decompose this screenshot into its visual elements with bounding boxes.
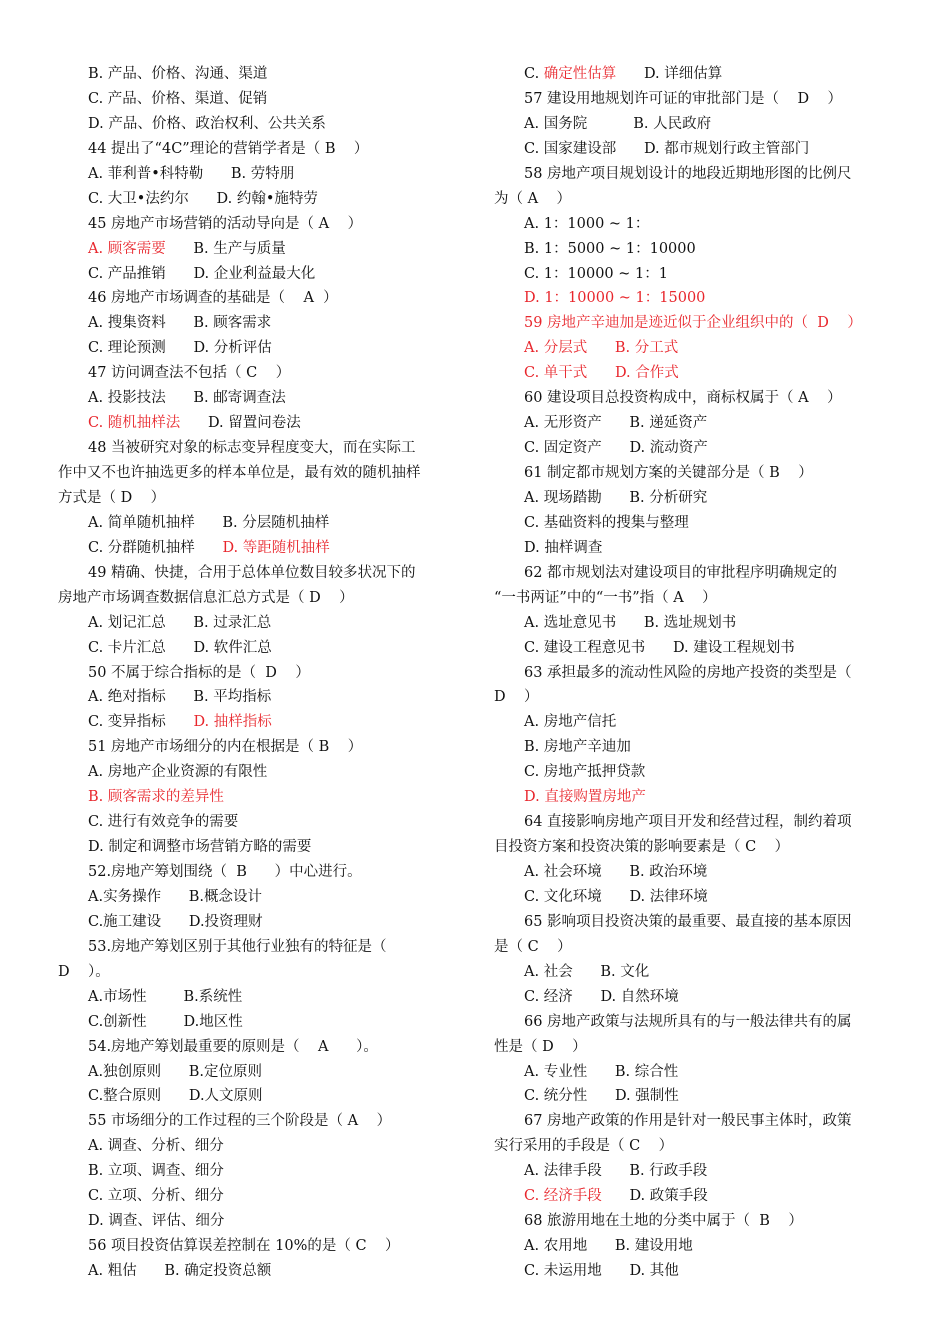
line-text: A. 投影技法 B. 邮寄调查法 (88, 390, 286, 407)
line-text: C. 未运用地 D. 其他 (524, 1263, 679, 1279)
text-line (494, 685, 884, 710)
line-text: D. 产品、价格、政治权利、公共关系 (88, 115, 326, 132)
line-text: D. 1：10000 ~ 1：15000 (524, 290, 706, 307)
line-text: A. 现场踏勘 B. 分析研究 (524, 489, 708, 506)
text-line (58, 212, 458, 237)
text-line (58, 710, 458, 735)
line-text: C. 理论预测 D. 分析评估 (88, 340, 272, 357)
line-text: A. 专业性 B. 综合性 (524, 1063, 679, 1080)
line-text: 44 提出了“4C”理论的营销学者是（ B ） (88, 140, 369, 157)
text-line (494, 436, 884, 461)
text-line (58, 361, 458, 386)
text-line (58, 1109, 458, 1134)
line-text: A. 搜集资料 B. 顾客需求 (88, 315, 272, 332)
text-line (494, 62, 884, 87)
line-text: 46 房地产市场调查的基础是（ A ） (88, 290, 338, 307)
text-line (494, 760, 884, 785)
line-text: B. 1：5000 ~ 1：10000 (524, 240, 696, 257)
line-text: C.创新性 D.地区性 (88, 1013, 243, 1030)
line-text: A.市场性 B.系统性 (88, 988, 243, 1005)
line-text: C. 卡片汇总 D. 软件汇总 (88, 639, 272, 656)
line-text: D. 直接购置房地产 (524, 789, 646, 806)
line-text: A. 划记汇总 B. 过录汇总 (88, 614, 272, 631)
line-text: B. 房地产辛迪加 (524, 739, 631, 756)
line-text: 性是（ D ） (494, 1038, 587, 1055)
text-line (494, 860, 884, 885)
text-line (494, 810, 884, 835)
line-text: 是（ C ） (494, 938, 572, 955)
text-line (494, 411, 884, 436)
line-text: 58 房地产项目规划设计的地段近期地形图的比例尺 (524, 165, 852, 182)
line-text: C.施工建设 D.投资理财 (88, 913, 263, 930)
text-line (58, 411, 458, 436)
line-text: C. 文化环境 D. 法律环境 (524, 888, 708, 905)
text-line (58, 735, 458, 760)
line-text: 49 精确、快捷，合用于总体单位数目较多状况下的 (88, 564, 416, 581)
line-text: C.整合原则 D.人文原则 (88, 1088, 263, 1105)
line-text: C. 进行有效竞争的需要 (88, 814, 239, 831)
line-text: 为（ A ） (494, 190, 572, 207)
line-text: A.独创原则 B.定位原则 (88, 1063, 262, 1080)
line-text: C. 经济 D. 自然环境 (524, 988, 679, 1005)
text-line (58, 1084, 458, 1109)
text-line (494, 1060, 884, 1085)
text-line (494, 561, 884, 586)
line-text: C. 立项、分析、细分 (88, 1188, 224, 1205)
line-text: C. 随机抽样法 (88, 415, 181, 432)
line-text: 63 承担最多的流动性风险的房地产投资的类型是（ (524, 664, 852, 681)
text-line (494, 1184, 884, 1209)
text-line (58, 636, 458, 661)
line-text: 66 房地产政策与法规所具有的与一般法律共有的属 (524, 1013, 852, 1030)
line-text: B. 产品、价格、沟通、渠道 (88, 66, 268, 82)
line-text: A. 社会环境 B. 政治环境 (524, 864, 708, 880)
line-text: 60 建设项目总投资构成中，商标权属于（ A ） (524, 390, 842, 407)
text-line (58, 386, 458, 411)
line-text: A. 绝对指标 B. 平均指标 (88, 689, 272, 706)
text-line (494, 1259, 884, 1284)
line-text: C. 大卫•法约尔 D. 约翰•施特劳 (88, 190, 318, 207)
line-text: C. 建设工程意见书 D. 建设工程规划书 (524, 639, 795, 656)
text-line (494, 985, 884, 1010)
line-text: A. 社会 B. 文化 (524, 963, 650, 980)
line-text: C. 经济手段 (524, 1188, 602, 1205)
line-text: A. 法律手段 B. 行政手段 (524, 1163, 708, 1180)
line-text: C. 房地产抵押贷款 (524, 764, 646, 781)
line-text: B. 顾客需求的差异性 (88, 789, 224, 806)
text-line (58, 960, 458, 985)
text-line (58, 511, 458, 536)
line-text: 55 市场细分的工作过程的三个阶段是（ A ） (88, 1113, 392, 1130)
text-line (494, 262, 884, 287)
line-text: 51 房地产市场细分的内在根据是（ B ） (88, 739, 363, 756)
line-text: A. 国务院 B. 人民政府 (524, 115, 712, 132)
line-text: D ）。 (58, 963, 110, 980)
line-text-suffix: D. 详细估算 (616, 66, 723, 82)
line-text: 56 项目投资估算误差控制在 10%的是（ C ） (88, 1238, 400, 1255)
line-text: C. 基础资料的搜集与整理 (524, 514, 689, 531)
text-line (58, 1035, 458, 1060)
line-text: A. 农用地 B. 建设用地 (524, 1238, 693, 1255)
text-line (58, 112, 458, 137)
text-line (58, 661, 458, 686)
text-line (494, 286, 884, 311)
text-line (494, 785, 884, 810)
text-line (58, 1259, 458, 1284)
line-text: 目投资方案和投资决策的影响要素是（ C ） (494, 839, 790, 856)
text-line (494, 187, 884, 212)
line-text: A. 粗估 B. 确定投资总额 (88, 1263, 272, 1279)
text-line (58, 486, 458, 511)
line-answer-highlight: D. 等距随机抽样 (222, 539, 330, 556)
line-text: D. 调查、评估、细分 (88, 1213, 225, 1230)
text-line (58, 1159, 458, 1184)
line-text: 实行采用的手段是（ C ） (494, 1138, 674, 1155)
text-line (58, 311, 458, 336)
text-line (58, 436, 458, 461)
line-text: C. 变异指标 (88, 714, 194, 731)
line-text: 45 房地产市场营销的活动导向是（ A ） (88, 215, 363, 232)
line-text: A. 菲利普•科特勒 B. 劳特朋 (88, 165, 295, 182)
text-line (494, 735, 884, 760)
text-line (494, 486, 884, 511)
line-text: A. 房地产信托 (524, 714, 617, 731)
line-text: A. 1：1000 ~ 1： (524, 215, 650, 232)
text-line (494, 511, 884, 536)
text-line (58, 461, 458, 486)
line-text: 54.房地产筹划最重要的原则是（ A ）。 (88, 1038, 378, 1055)
text-line (494, 960, 884, 985)
line-text: B. 立项、调查、细分 (88, 1163, 224, 1180)
line-text: A. 简单随机抽样 B. 分层随机抽样 (88, 514, 330, 531)
line-text: 67 房地产政策的作用是针对一般民事主体时，政策 (524, 1113, 852, 1130)
line-text: 47 访问调查法不包括（ C ） (88, 365, 291, 382)
line-text: D. 制定和调整市场营销方略的需要 (88, 839, 312, 856)
line-text: D ） (494, 689, 539, 706)
line-text: “一书两证”中的“一书”指（ A ） (494, 589, 717, 606)
text-line (58, 586, 458, 611)
line-text-suffix: D. 留置问卷法 (180, 415, 301, 432)
line-text: C. (524, 66, 544, 82)
text-line (58, 935, 458, 960)
text-line (494, 935, 884, 960)
line-text: A. 无形资产 B. 递延资产 (524, 415, 708, 432)
text-line (58, 87, 458, 112)
line-text-suffix: B. 生产与质量 (165, 240, 286, 257)
text-line (494, 361, 884, 386)
text-line (58, 985, 458, 1010)
text-line (494, 336, 884, 361)
text-line (494, 611, 884, 636)
line-text: A. 房地产企业资源的有限性 (88, 764, 268, 781)
line-text: 48 当被研究对象的标志变异程度变大，而在实际工 (88, 440, 416, 457)
line-text: 64 直接影响房地产项目开发和经营过程，制约着项 (524, 814, 852, 831)
text-line (494, 1109, 884, 1134)
text-line (494, 1209, 884, 1234)
text-line (58, 885, 458, 910)
text-line (494, 137, 884, 162)
text-line (494, 536, 884, 561)
text-line (58, 1209, 458, 1234)
text-line (494, 87, 884, 112)
text-line (494, 212, 884, 237)
text-line (58, 1184, 458, 1209)
line-text: 59 房地产辛迪加是迹近似于企业组织中的（ D ） (524, 315, 862, 332)
text-line (494, 910, 884, 935)
line-text: 61 制定都市规划方案的关键部分是（ B ） (524, 465, 813, 481)
text-line (58, 760, 458, 785)
line-text: A. 调查、分析、细分 (88, 1138, 224, 1155)
line-text: A. 分层式 B. 分工式 (524, 340, 679, 357)
text-line (58, 1234, 458, 1259)
line-text: 68 旅游用地在土地的分类中属于（ B ） (524, 1213, 803, 1230)
text-line (494, 112, 884, 137)
line-text-suffix: D. 政策手段 (601, 1188, 708, 1205)
line-answer-highlight: 确定性估算 (543, 66, 617, 82)
text-line (58, 237, 458, 262)
text-line (58, 187, 458, 212)
line-text: C. 单干式 D. 合作式 (524, 365, 679, 382)
text-line (494, 835, 884, 860)
text-line (494, 1035, 884, 1060)
line-text: A. 选址意见书 B. 选址规划书 (524, 614, 737, 631)
line-text: 65 影响项目投资决策的最重要、最直接的基本原因 (524, 913, 852, 930)
text-line (58, 536, 458, 561)
text-line (58, 860, 458, 885)
text-line (58, 286, 458, 311)
text-line (494, 1159, 884, 1184)
text-line (58, 336, 458, 361)
line-text: 房地产市场调查数据信息汇总方式是（ D ） (58, 589, 354, 606)
text-line (58, 785, 458, 810)
line-text: C. 产品推销 D. 企业利益最大化 (88, 265, 316, 282)
text-line (58, 162, 458, 187)
text-line (58, 835, 458, 860)
line-text: D. 抽样调查 (524, 539, 603, 556)
line-text: 52.房地产筹划围绕（ B ）中心进行。 (88, 864, 362, 880)
line-text: 作中又不也许抽选更多的样本单位是，最有效的随机抽样 (58, 465, 421, 481)
text-line (494, 386, 884, 411)
text-line (58, 561, 458, 586)
text-line (58, 1134, 458, 1159)
line-answer-highlight: D. 抽样指标 (193, 714, 272, 731)
text-line (494, 1234, 884, 1259)
text-line (58, 611, 458, 636)
text-line (58, 685, 458, 710)
text-line (58, 137, 458, 162)
line-text: C. 1：10000 ~ 1：1 (524, 265, 668, 282)
text-line (494, 661, 884, 686)
text-line (494, 636, 884, 661)
line-text: C. 产品、价格、渠道、促销 (88, 90, 268, 107)
line-text: C. 固定资产 D. 流动资产 (524, 440, 708, 457)
line-text: A. 顾客需要 (88, 240, 166, 257)
line-text: 50 不属于综合指标的是（ D ） (88, 664, 310, 681)
text-line (494, 162, 884, 187)
text-line (494, 237, 884, 262)
text-line (494, 1010, 884, 1035)
text-line (494, 1084, 884, 1109)
line-text: C. 分群随机抽样 (88, 539, 223, 556)
text-line (494, 461, 884, 486)
text-line (58, 810, 458, 835)
left-column (58, 62, 458, 1284)
text-line (494, 710, 884, 735)
text-line (58, 910, 458, 935)
line-text: C. 国家建设部 D. 都市规划行政主管部门 (524, 140, 810, 157)
text-line (494, 1134, 884, 1159)
line-text: C. 统分性 D. 强制性 (524, 1088, 679, 1105)
text-line (494, 311, 884, 336)
text-line (58, 1060, 458, 1085)
line-text: 62 都市规划法对建设项目的审批程序明确规定的 (524, 564, 838, 581)
text-line (58, 62, 458, 87)
right-column (494, 62, 884, 1284)
line-text: 57 建设用地规划许可证的审批部门是（ D ） (524, 90, 843, 107)
line-text: 53.房地产筹划区别于其他行业独有的特征是（ (88, 938, 387, 955)
text-line (494, 586, 884, 611)
line-text: 方式是（ D ） (58, 489, 166, 506)
text-line (58, 262, 458, 287)
line-text: A.实务操作 B.概念设计 (88, 888, 262, 905)
text-line (58, 1010, 458, 1035)
text-line (494, 885, 884, 910)
